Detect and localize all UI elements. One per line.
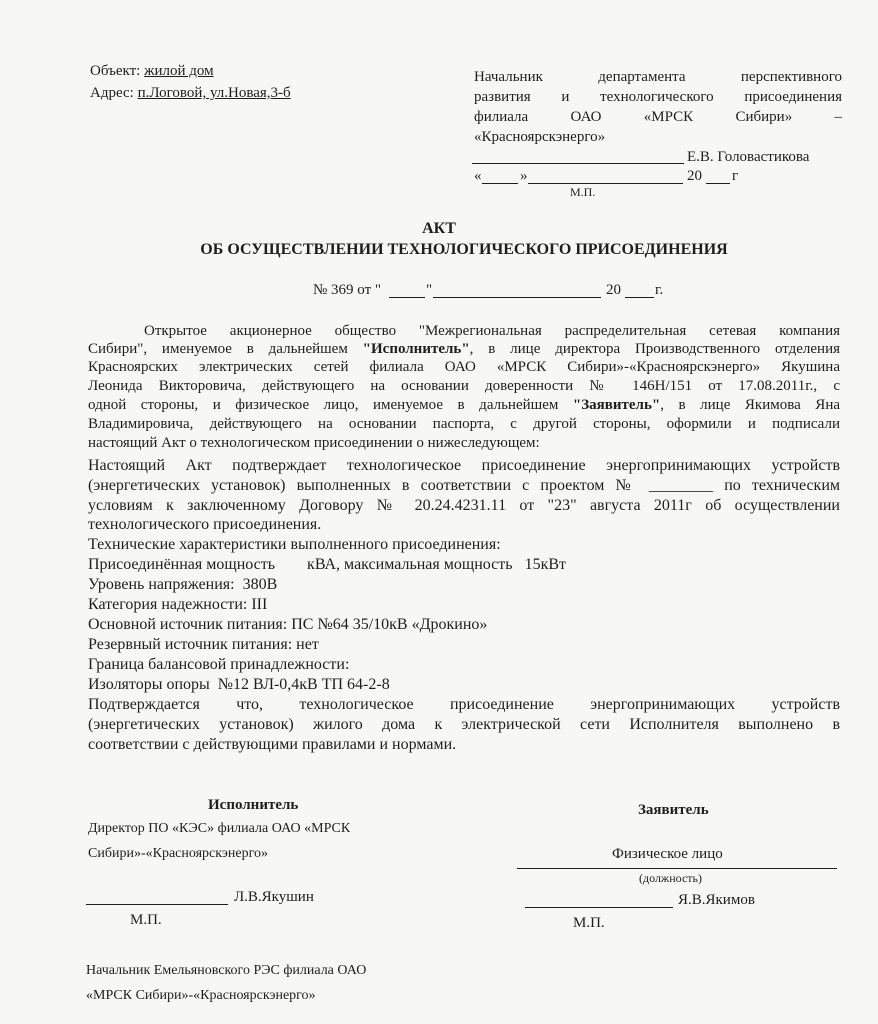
para1-line-4: Леонида Викторовича, действующего на основании доверенности № 146Н/151 от 17.08.2011г., с [88, 378, 840, 394]
object-value: жилой дом [144, 63, 214, 79]
para3-line-3: соответствии с действующими правилами и нормами. [88, 736, 457, 753]
party-name: "Заявитель" [572, 397, 661, 413]
applicant-position-line [517, 868, 837, 869]
approval-year-suffix: г [732, 168, 739, 184]
approval-line-4: «Красноярскэнерго» [474, 129, 606, 145]
approval-signature-line [472, 163, 684, 164]
act-year-line [625, 297, 654, 298]
approval-signer: Е.В. Головастикова [687, 149, 810, 165]
footer-line-1: Начальник Емельяновского РЭС филиала ОАО [86, 963, 367, 978]
approval-date-close: » [520, 168, 528, 184]
act-year-suffix: г. [655, 282, 664, 298]
para3-line-1: Подтверждается что, технологическое присоединение энергопринимающих устройств [88, 696, 840, 713]
spec-power: Присоединённая мощность кВА, максимальная мощность 15кВт [88, 556, 566, 573]
executor-heading: Исполнитель [208, 797, 299, 813]
footer-line-2: «МРСК Сибири»-«Красноярскэнерго» [86, 988, 316, 1003]
applicant-signer: Я.В.Якимов [678, 892, 755, 908]
para1-line-7: настоящий Акт о технологическом присоединении о нижеследующем: [88, 435, 540, 451]
para1-line-1: Открытое акционерное общество "Межрегиональная распределительная сетевая компания [144, 323, 840, 339]
object-line [90, 62, 214, 80]
para2-line-4: технологического присоединения. [88, 516, 322, 533]
act-number: № 369 от " [313, 282, 382, 298]
act-day-line [389, 297, 425, 298]
approval-stamp: М.П. [570, 185, 596, 199]
para1-line-3: Красноярских электрических сетей филиала ОАО «МРСК Сибири»-«Красноярскэнерго» Якушина [88, 359, 840, 375]
address-value: п.Логовой, ул.Новая,3-б [137, 85, 291, 101]
doc-title: АКТ [422, 220, 456, 237]
spec-balance-border: Граница балансовой принадлежности: [88, 656, 350, 673]
act-month-line [433, 297, 601, 298]
act-quote: " [426, 282, 433, 298]
para2-line-3: условиям к заключенному Договору № 20.24.4231.11 от "23" августа 2011г об осуществлении [88, 497, 840, 514]
approval-line-2: развития и технологического присоединения [474, 89, 842, 105]
para1-line-6: Владимировича, действующего на основании паспорта, с другой стороны, оформили и подписали [88, 416, 840, 432]
para2-line-1: Настоящий Акт подтверждает технологическое присоединение энергопринимающих устройств [88, 457, 840, 474]
doc-subtitle: ОБ ОСУЩЕСТВЛЕНИИ ТЕХНОЛОГИЧЕСКОГО ПРИСОЕДИНЕНИЯ [200, 241, 728, 258]
tech-heading: Технические характеристики выполненного присоединения: [88, 536, 501, 553]
act-year: 20 [606, 282, 621, 298]
approval-year-line [706, 183, 730, 184]
approval-day-line [482, 183, 518, 184]
executor-signer: Л.В.Якушин [234, 889, 314, 905]
applicant-heading: Заявитель [638, 802, 709, 818]
approval-year: 20 [687, 168, 702, 184]
spec-voltage: Уровень напряжения: 380В [88, 576, 278, 593]
address-line [90, 84, 291, 102]
para2-line-2: (энергетических установок) выполненных в соответствии с проектом № ________ по техническим [88, 477, 840, 494]
applicant-stamp: М.П. [573, 915, 605, 931]
applicant-position-caption: (должность) [639, 871, 702, 885]
spec-reliability: Категория надежности: III [88, 596, 268, 613]
approval-month-line [528, 183, 683, 184]
executor-signature-line [86, 904, 228, 905]
para1-line-5: одной стороны, и физическое лицо, именуемое в дальнейшем "Заявитель", в лице Якимова Яна [88, 397, 841, 413]
address-label: Адрес: [90, 85, 134, 101]
approval-line-3: филиала ОАО «МРСК Сибири» – [474, 109, 842, 125]
approval-date-open: « [474, 168, 482, 184]
object-label: Объект: [90, 63, 141, 79]
spec-reserve-source: Резервный источник питания: нет [88, 636, 319, 653]
spec-insulators: Изоляторы опоры №12 ВЛ-0,4кВ ТП 64-2-8 [88, 676, 390, 693]
spec-main-source: Основной источник питания: ПС №64 35/10кВ «Дрокино» [88, 616, 488, 633]
executor-stamp: М.П. [130, 912, 162, 928]
approval-line-1: Начальник департамента перспективного [474, 69, 842, 85]
applicant-position: Физическое лицо [612, 846, 723, 862]
party-name: "Исполнитель" [362, 341, 470, 357]
para1-line-2: Сибири", именуемое в дальнейшем "Исполнитель", в лице директора Производственного отделения [88, 341, 840, 357]
para3-line-2: (энергетических установок) жилого дома к электрической сети Исполнителя выполнено в [88, 716, 840, 733]
applicant-signature-line [525, 907, 673, 908]
executor-position-2: Сибири»-«Красноярскэнерго» [88, 846, 268, 861]
executor-position-1: Директор ПО «КЭС» филиала ОАО «МРСК [88, 821, 351, 836]
